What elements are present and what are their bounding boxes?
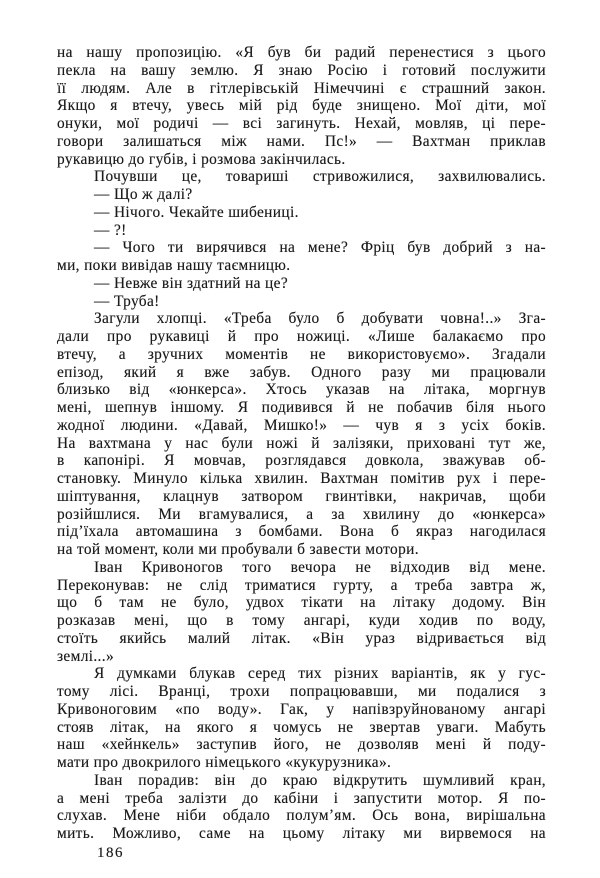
- text-line: Іван порадив: він до краю відкрутить шумливий кран,: [94, 771, 546, 789]
- text-line: дали про рукавиці й про ножиці. «Лише балакаємо про: [57, 328, 546, 345]
- text-line: — Невже він здатний на це?: [94, 274, 289, 292]
- text-line: На вахтмана у нас були ножі й залізяки, приховані тут же,: [57, 434, 546, 452]
- text-line: шіптування, клацнув затвором гвинтівки, накричав, щоби: [57, 487, 546, 505]
- text-line: розійшлися. Ми вгамувалися, а за хвилину до «юнкерса»: [57, 505, 546, 523]
- text-line: стояв літак, на якого я чомусь не звертав уваги. Мабуть: [57, 718, 546, 736]
- text-line: втечу, а зручних моментів не використовуємо». Згадали: [57, 345, 546, 363]
- text-line: розказав мені, що в тому ангарі, куди ходив по воду,: [57, 612, 546, 629]
- text-line: що б там не було, удвох тікати на літаку додому. Він: [57, 594, 546, 612]
- text-line: тому лісі. Вранці, трохи попрацювавши, ми подалися з: [57, 683, 546, 700]
- text-line: її людям. Але в гітлерівській Німеччині є страшний закон.: [57, 79, 546, 97]
- text-line: говори залишаться між нами. Пс!» — Вахтман приклав: [57, 132, 546, 150]
- text-line: — Нічого. Чекайте шибениці.: [94, 203, 299, 221]
- text-line: Переконував: не слід триматися гурту, а треба завтра ж,: [57, 576, 546, 594]
- text-line: на нашу пропозицію. «Я був би радий перенестися з цього: [57, 44, 546, 61]
- text-line: епізод, який я вже забув. Одного разу ми працювали: [57, 363, 546, 381]
- text-line: ми, поки вивідав нашу таємницю.: [57, 257, 291, 274]
- text-line: пекла на вашу землю. Я знаю Росію і готовий послужити: [57, 61, 546, 79]
- text-line: рукавицю до губів, і розмова закінчилась.: [57, 150, 346, 168]
- text-line: — ?!: [94, 221, 127, 239]
- text-line: Якщо я втечу, увесь мій рід буде знищено. Мої діти, мої: [57, 97, 546, 115]
- text-line: онуки, мої родичі — всі загинуть. Нехай, мовляв, ці пере-: [57, 115, 546, 132]
- text-line: Почувши це, товариші стривожилися, захвилювались.: [94, 168, 546, 186]
- text-line: близько від «юнкерса». Хтось указав на літака, моргнув: [57, 381, 546, 399]
- text-line: становку. Минуло кілька хвилин. Вахтман помітив рух і пере-: [57, 470, 546, 487]
- text-line: Загули хлопці. «Треба було б добувати човна!..» Зга-: [94, 310, 546, 328]
- text-block: [57, 44, 546, 843]
- page-number: 186: [97, 845, 124, 861]
- text-line: стоїть якийсь малий літак. «Він ураз відривається від: [57, 629, 546, 647]
- text-line: жодної людини. «Давай, Мишко!» — чув я з усіх боків.: [57, 416, 546, 434]
- text-line: в капонірі. Я мовчав, розглядався довкола, зважував об-: [57, 452, 546, 470]
- text-line: Кривоноговим «по воду». Гак, у напівзруйнованому ангарі: [57, 700, 546, 718]
- text-line: Іван Кривоногов того вечора не відходив від мене.: [94, 558, 546, 576]
- text-line: слухав. Мене ніби обдало полум’ям. Ось вона, вирішальна: [57, 807, 546, 825]
- text-line: наш «хейнкель» заступив його, не дозволяв мені й поду-: [57, 736, 546, 754]
- text-line: Я думками блукав серед тих різних варіантів, як у гус-: [94, 665, 546, 683]
- text-line: — Чого ти вирячився на мене? Фріц був добрий з на-: [94, 239, 546, 257]
- text-line: мить. Можливо, саме на цьому літаку ми вирвемося на: [57, 825, 546, 842]
- text-line: а мені треба залізти до кабіни і запустити мотор. Я по-: [57, 789, 546, 807]
- text-line: — Що ж далі?: [94, 186, 193, 203]
- text-line: на той момент, коли ми пробували б завести мотори.: [57, 541, 419, 558]
- text-line: мати про двокрилого німецького «кукурузника».: [57, 754, 392, 771]
- text-line: землі...»: [57, 647, 114, 665]
- text-line: — Труба!: [94, 292, 160, 310]
- text-line: мені, шепнув іншому. Я подивився й не побачив біля нього: [57, 399, 546, 416]
- text-line: під’їхала автомашина з бомбами. Вона б якраз нагодилася: [57, 523, 546, 541]
